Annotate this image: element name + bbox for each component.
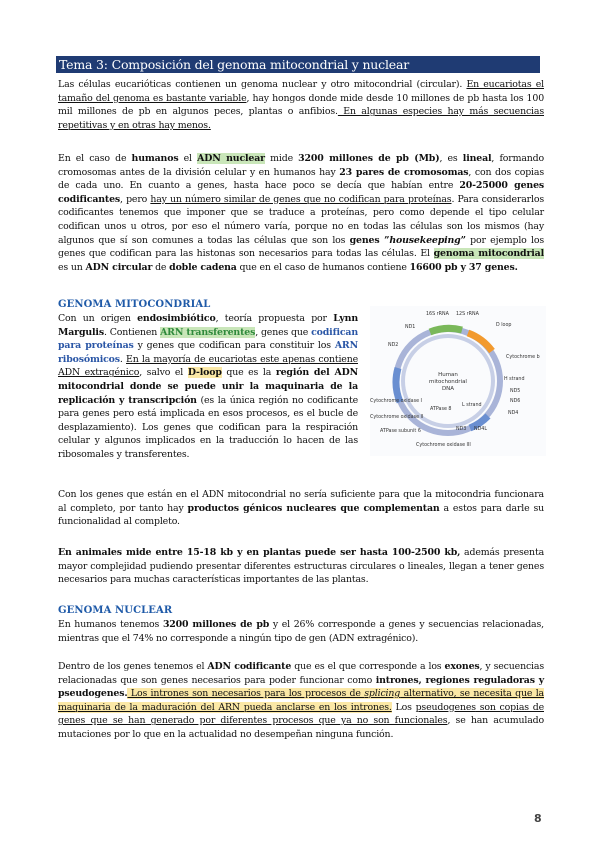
label-hstrand: H strand	[504, 377, 525, 382]
label-nd4l: ND4L	[474, 427, 488, 432]
label-nd4: ND4	[508, 411, 519, 416]
complement-paragraph: Con los genes que están en el ADN mitocondrial no sería suficiente para que la mitocondria funcionara al completo, por tanto hay productos génicos nucleares que complementan a estos para darle su funcionalidad al completo.	[58, 489, 545, 528]
mitochondrial-paragraph: Con un origen endosimbiótico, teoría propuesta por Lynn Margulis. Contienen ARN transferentes, genes que codifican para proteínas y genes que codifican para constituir los ARN ribosómicos. En la mayoría de eucariotas este apenas contiene ADN extragénico, salvo el D-loop que es la región del ADN mitocondrial donde se puede unir la maquinaria de la replicación y transcripción (es la única región no codificante para genes pero está implicada en esos procesos, es el bucle de desplazamiento). Los genes que codifican para la respiración celular y algunos implicados en la traducción lo hacen de las ribosomales y transferentes.	[58, 313, 359, 460]
rrna-segment	[430, 328, 462, 332]
nuclear-size-paragraph: En humanos tenemos 3200 millones de pb y el 26% corresponde a genes y secuencias relacionadas, mientras que el 74% no corresponde a ningún tipo de gen (ADN extragénico).	[58, 619, 544, 644]
label-12s: 12S rRNA	[456, 312, 479, 317]
label-nd3: ND3	[456, 427, 467, 432]
page-number: 8	[534, 812, 542, 825]
size-paragraph: En animales mide entre 15-18 kb y en plantas puede ser hasta 100-2500 kb, además presenta mayor complejidad pudiendo presentar diferentes estructuras circulares o lineales, llegan a tener genes necesarios para muchas características importantes de las plantas.	[58, 547, 545, 586]
section-heading-nuclear: GENOMA NUCLEAR	[58, 605, 173, 616]
section-heading-mitochondrial: GENOMA MITOCONDRIAL	[58, 299, 211, 310]
label-nd6: ND6	[510, 399, 521, 404]
label-lstrand: L strand	[462, 403, 482, 408]
label-nd5: ND5	[510, 389, 521, 394]
center-label-2: mitochondrial	[429, 379, 467, 385]
page-title: Tema 3: Composición del genoma mitocondrial y nuclear	[56, 56, 540, 73]
intro-paragraph: Las células eucarióticas contienen un genoma nuclear y otro mitocondrial (circular). En eucariotas el tamaño del genoma es bastante variable, hay hongos donde mide desde 10 millones de pb hasta los 100 mil millones de pb en algunos peces, plantas o anfibios. En algunas especies hay más secuencias repetitivas y en otras hay menos.	[58, 79, 545, 131]
human-genome-paragraph: En el caso de humanos el ADN nuclear mide 3200 millones de pb (Mb), es lineal, formando cromosomas antes de la división celular y en humanos hay 23 pares de cromosomas, con dos copias de cada uno. En cuanto a genes, hasta hace poco se decía que habían entre 20-25000 genes codificantes, pero hay un número similar de genes que no codifican para proteínas. Para considerarlos codificantes tenemos que imponer que se traduce a proteínas, pero como depende el tipo celular codifican unos u otros, por eso el número varía, porque no en todas las células son los mismos (hay algunos que sí son comunes a todas las células que son los genes ”housekeeping” por ejemplo los genes que codifican para las histonas son necesarios para todas las células. El genoma mitocondrial es un ADN circular de doble cadena que en el caso de humanos contiene 16600 pb y 37 genes.	[58, 153, 545, 273]
label-nd2: ND2	[388, 343, 399, 348]
label-nd1: ND1	[405, 325, 416, 330]
label-dloop: D loop	[496, 323, 512, 328]
coi-segment	[396, 368, 400, 402]
label-cox2: Cytochrome oxidase II	[370, 415, 424, 420]
center-label-3: DNA	[441, 386, 455, 392]
coding-dna-paragraph: Dentro de los genes tenemos el ADN codificante que es el que corresponde a los exones, y secuencias relacionadas que son genes necesarios para poder funcionar como intrones, regiones reguladoras y pseudogenes. Los intrones son necesarios para los procesos de splicing alternativo, se necesita que la maquinaria de la maduración del ARN pueda anclarse en los intrones. Los pseudogenes son copias de genes que se han generado por diferentes procesos que ya no son funcionales, se han acumulado mutaciones por lo que en la actualidad no desempeñan ninguna función.	[58, 661, 545, 740]
mtdna-diagram	[370, 306, 546, 456]
label-atp8: ATPase 8	[430, 407, 452, 412]
mitochondrial-dna-map	[370, 306, 546, 456]
label-cytb: Cytochrome b	[506, 355, 540, 360]
label-cox1: Cytochrome oxidase I	[370, 399, 422, 404]
label-cox3: Cytochrome oxidase III	[416, 443, 471, 448]
label-16s: 16S rRNA	[426, 312, 449, 317]
label-atp6: ATPase subunit 6	[380, 429, 421, 434]
center-label-1: Human	[438, 372, 458, 378]
